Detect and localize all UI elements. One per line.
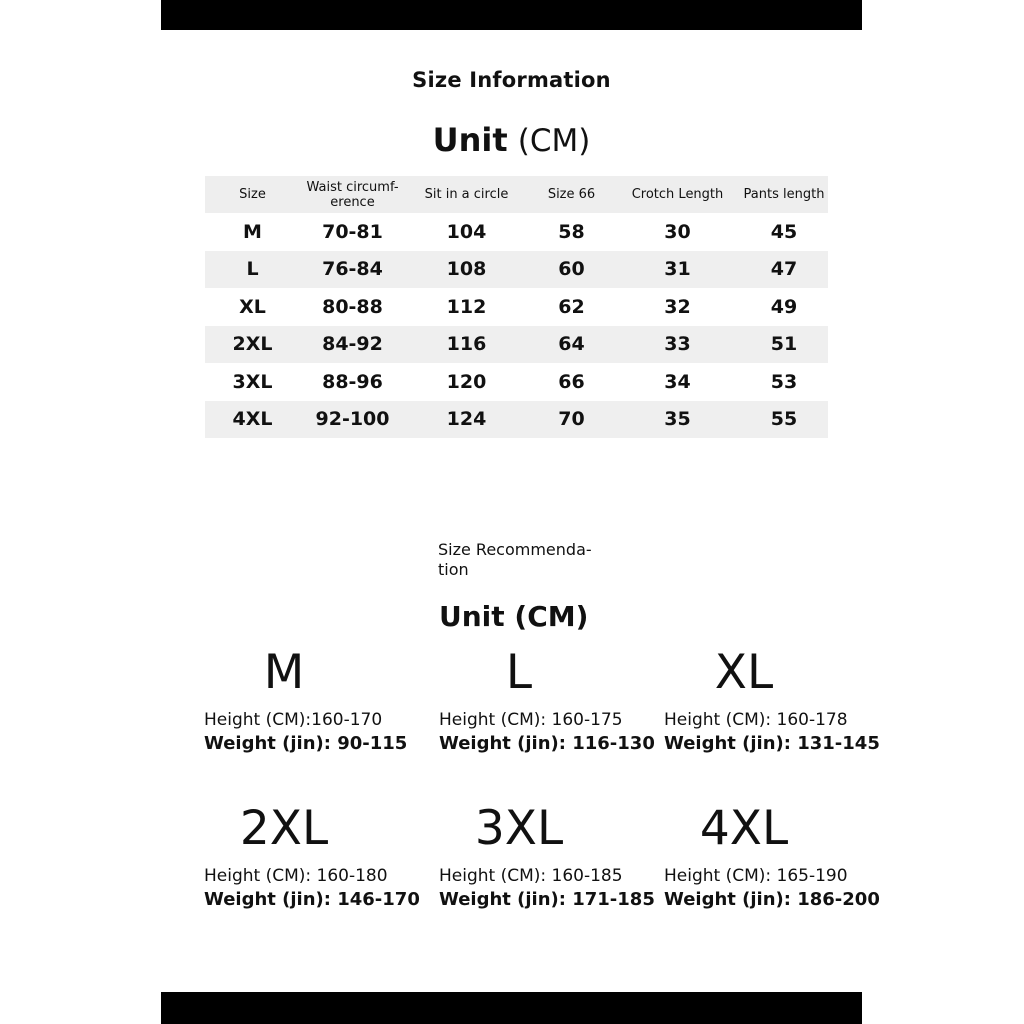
recommendation-height: Height (CM): 160-178 [664,710,848,730]
cell-crotch: 34 [664,370,691,393]
cell-waist: 80-88 [322,295,383,318]
recommendation-weight: Weight (jin): 186-200 [664,889,880,910]
recommendation-height: Height (CM): 165-190 [664,866,848,886]
cell-crotch: 35 [615,401,740,439]
cell-size-66: 66 [558,370,585,393]
recommendation-size-label: L [505,645,533,700]
cell-crotch: 33 [615,326,740,364]
cell-size: 3XL [232,370,273,393]
cell-sit-circle: 104 [446,220,487,243]
recommendation-unit-label: Unit (CM) [439,600,589,633]
cell-waist: 70-81 [322,220,383,243]
cell-sit-circle: 120 [446,370,487,393]
recommendation-size-label: 2XL [239,801,329,856]
recommendation-weight: Weight (jin): 131-145 [664,733,880,754]
cell-pants-length: 47 [740,251,828,289]
cell-sit-circle: 116 [405,326,528,364]
unit-label: Unit [432,121,508,159]
recommendation-weight: Weight (jin): 90-115 [204,733,408,754]
cell-size: 4XL [205,401,300,439]
size-recommendation-title: Size Recommenda- tion [438,540,592,579]
recommendation-height: Height (CM):160-170 [204,710,383,730]
cell-size: 2XL [205,326,300,364]
size-table-unit [161,118,862,163]
cell-crotch: 31 [615,251,740,289]
cell-pants-length: 49 [770,295,798,318]
cell-pants-length: 53 [770,370,798,393]
cell-waist: 84-92 [300,326,405,364]
cell-size-66: 62 [558,295,585,318]
recommendation-size-label: 4XL [699,801,789,856]
cell-sit-circle: 124 [405,401,528,439]
header-size: Size [205,176,300,213]
size-information-title: Size Information [412,68,611,92]
recommendation-size-label: M [263,645,305,700]
header-size-66: Size 66 [528,176,615,213]
table-row [205,326,828,364]
recommendation-size-label: 3XL [474,801,564,856]
cell-size-66: 64 [528,326,615,364]
recommendation-size-label: XL [714,645,774,700]
cell-waist: 92-100 [300,401,405,439]
table-row [205,251,828,289]
header-pants-length: Pants length [740,176,828,213]
size-table [205,176,828,438]
unit-cm-label: (CM) [517,123,591,159]
recommendation-weight: Weight (jin): 171-185 [439,889,655,910]
bottom-border-bar [161,992,862,1024]
cell-pants-length: 55 [740,401,828,439]
cell-waist: 88-96 [322,370,383,393]
cell-size: XL [239,295,266,318]
recommendation-height: Height (CM): 160-175 [439,710,623,730]
cell-sit-circle: 108 [405,251,528,289]
table-row [205,363,828,401]
cell-crotch: 32 [664,295,691,318]
recommendation-height: Height (CM): 160-180 [204,866,388,886]
header-crotch-length: Crotch Length [615,176,740,213]
recommendation-weight: Weight (jin): 146-170 [204,889,420,910]
size-table-header-row [205,176,828,213]
table-row [205,213,828,251]
cell-size-66: 58 [558,220,585,243]
cell-pants-length: 51 [740,326,828,364]
table-row [205,401,828,439]
cell-size-66: 70 [528,401,615,439]
recommendation-weight: Weight (jin): 116-130 [439,733,655,754]
cell-size: M [243,220,262,243]
cell-sit-circle: 112 [446,295,487,318]
top-border-bar [161,0,862,30]
cell-crotch: 30 [664,220,691,243]
cell-size: L [205,251,300,289]
header-waist: Waist circumf- erence [300,176,405,213]
cell-pants-length: 45 [770,220,798,243]
cell-size-66: 60 [528,251,615,289]
table-row [205,288,828,326]
cell-waist: 76-84 [300,251,405,289]
header-sit-circle: Sit in a circle [405,176,528,213]
recommendation-height: Height (CM): 160-185 [439,866,623,886]
